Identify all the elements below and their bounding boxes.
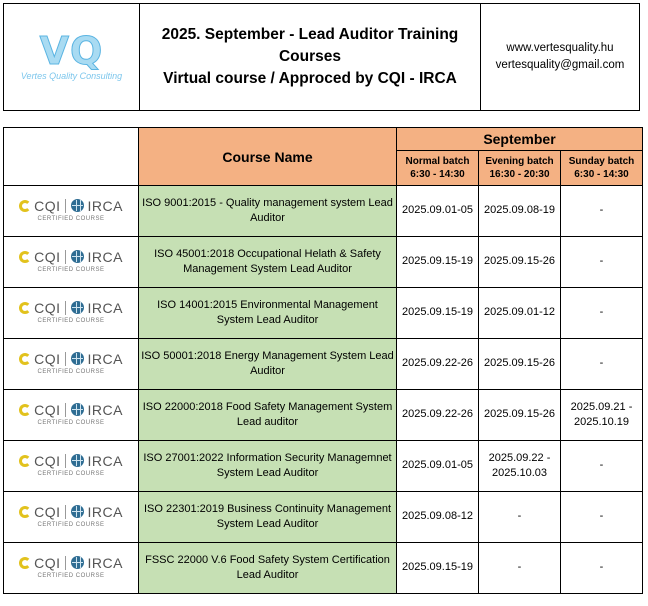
sunday-batch-date: - xyxy=(561,186,643,237)
logo-divider xyxy=(65,250,66,264)
normal-batch-date: 2025.09.08-12 xyxy=(397,492,479,543)
course-name-cell: ISO 22301:2019 Business Continuity Management System Lead Auditor xyxy=(139,492,397,543)
title-line-1: 2025. September - Lead Auditor Training xyxy=(161,26,459,43)
evening-batch-date: 2025.09.22 - 2025.10.03 xyxy=(479,441,561,492)
title-cell xyxy=(140,4,481,111)
cqi-mark-icon xyxy=(19,353,31,365)
table-row xyxy=(4,288,643,339)
certified-caption: CERTIFIED COURSE xyxy=(37,317,105,324)
cqi-text: CQI xyxy=(34,554,61,571)
cqi-mark-icon xyxy=(19,251,31,263)
course-name-header: Course Name xyxy=(139,128,397,186)
globe-icon xyxy=(71,301,84,314)
irca-text: IRCA xyxy=(87,299,123,316)
table-row xyxy=(4,390,643,441)
globe-icon xyxy=(71,556,84,569)
course-name-cell: ISO 9001:2015 - Quality management system Lead Auditor xyxy=(139,186,397,237)
logo-divider xyxy=(65,199,66,213)
evening-batch-date: 2025.09.01-12 xyxy=(479,288,561,339)
irca-text: IRCA xyxy=(87,401,123,418)
logo-divider xyxy=(65,403,66,417)
table-row xyxy=(4,492,643,543)
normal-batch-date: 2025.09.22-26 xyxy=(397,339,479,390)
logo-divider xyxy=(65,352,66,366)
title-line-2: Courses xyxy=(278,48,342,65)
irca-text: IRCA xyxy=(87,554,123,571)
sunday-batch-date: - xyxy=(561,237,643,288)
globe-icon xyxy=(71,403,84,416)
normal-batch-date: 2025.09.01-05 xyxy=(397,441,479,492)
cert-logo-cell xyxy=(4,339,139,390)
cqi-irca-logo xyxy=(19,300,123,324)
table-row xyxy=(4,237,643,288)
cqi-mark-icon xyxy=(19,200,31,212)
cqi-text: CQI xyxy=(34,503,61,520)
cqi-irca-logo xyxy=(19,555,123,579)
normal-batch-header xyxy=(397,151,479,186)
cert-logo-cell xyxy=(4,543,139,594)
cqi-text: CQI xyxy=(34,452,61,469)
cert-logo-cell xyxy=(4,441,139,492)
evening-batch-date: 2025.09.15-26 xyxy=(479,390,561,441)
table-row xyxy=(4,339,643,390)
evening-batch-date: - xyxy=(479,543,561,594)
logo-cell xyxy=(4,4,140,111)
batch-time: 6:30 - 14:30 xyxy=(574,169,629,180)
course-name-cell: ISO 50001:2018 Energy Management System Lead Auditor xyxy=(139,339,397,390)
certified-caption: CERTIFIED COURSE xyxy=(37,521,105,528)
globe-icon xyxy=(71,352,84,365)
batch-name: Normal batch xyxy=(405,156,470,167)
course-name-cell: FSSC 22000 V.6 Food Safety System Certification Lead Auditor xyxy=(139,543,397,594)
normal-batch-date: 2025.09.22-26 xyxy=(397,390,479,441)
certified-caption: CERTIFIED COURSE xyxy=(37,470,105,477)
cqi-irca-logo xyxy=(19,249,123,273)
evening-batch-date: - xyxy=(479,492,561,543)
globe-icon xyxy=(71,199,84,212)
blank-header-cell xyxy=(4,128,139,186)
cert-logo-cell xyxy=(4,288,139,339)
irca-text: IRCA xyxy=(87,350,123,367)
batch-name: Evening batch xyxy=(485,156,554,167)
batch-time: 6:30 - 14:30 xyxy=(410,169,465,180)
table-row xyxy=(4,441,643,492)
cert-logo-cell xyxy=(4,492,139,543)
cqi-mark-icon xyxy=(19,455,31,467)
batch-name: Sunday batch xyxy=(568,156,635,167)
logo-divider xyxy=(65,454,66,468)
course-name-cell: ISO 22000:2018 Food Safety Management System Lead auditor xyxy=(139,390,397,441)
certified-caption: CERTIFIED COURSE xyxy=(37,215,105,222)
contact-cell xyxy=(481,4,640,111)
cqi-mark-icon xyxy=(19,557,31,569)
cqi-irca-logo xyxy=(19,453,123,477)
sunday-batch-date: - xyxy=(561,543,643,594)
cert-logo-cell xyxy=(4,390,139,441)
course-schedule-table xyxy=(3,127,643,594)
logo-subtitle: Vertes Quality Consulting xyxy=(20,70,123,81)
website-link[interactable]: www.vertesquality.hu xyxy=(506,42,614,54)
globe-icon xyxy=(71,250,84,263)
course-name-cell: ISO 27001:2022 Information Security Managemnet System Lead Auditor xyxy=(139,441,397,492)
cqi-text: CQI xyxy=(34,350,61,367)
company-logo xyxy=(20,28,123,81)
logo-letters: VQ xyxy=(39,28,104,73)
sunday-batch-date: - xyxy=(561,288,643,339)
certified-caption: CERTIFIED COURSE xyxy=(37,368,105,375)
logo-divider xyxy=(65,556,66,570)
cqi-irca-logo xyxy=(19,504,123,528)
sunday-batch-date: 2025.09.21 - 2025.10.19 xyxy=(561,390,643,441)
cqi-text: CQI xyxy=(34,299,61,316)
cqi-mark-icon xyxy=(19,404,31,416)
sunday-batch-date: - xyxy=(561,441,643,492)
normal-batch-date: 2025.09.15-19 xyxy=(397,237,479,288)
cqi-text: CQI xyxy=(34,401,61,418)
normal-batch-date: 2025.09.15-19 xyxy=(397,543,479,594)
normal-batch-date: 2025.09.01-05 xyxy=(397,186,479,237)
sunday-batch-header xyxy=(561,151,643,186)
certified-caption: CERTIFIED COURSE xyxy=(37,266,105,273)
evening-batch-header xyxy=(479,151,561,186)
certified-caption: CERTIFIED COURSE xyxy=(37,419,105,426)
irca-text: IRCA xyxy=(87,197,123,214)
globe-icon xyxy=(71,454,84,467)
certified-caption: CERTIFIED COURSE xyxy=(37,572,105,579)
sunday-batch-date: - xyxy=(561,492,643,543)
course-name-cell: ISO 45001:2018 Occupational Helath & Safety Management System Lead Auditor xyxy=(139,237,397,288)
course-name-cell: ISO 14001:2015 Environmental Management System Lead Auditor xyxy=(139,288,397,339)
globe-icon xyxy=(71,505,84,518)
month-header: September xyxy=(397,128,643,151)
evening-batch-date: 2025.09.15-26 xyxy=(479,339,561,390)
logo-divider xyxy=(65,505,66,519)
cqi-irca-logo xyxy=(19,402,123,426)
title-line-3: Virtual course / Approced by CQI - IRCA xyxy=(163,70,457,87)
table-row xyxy=(4,543,643,594)
cqi-mark-icon xyxy=(19,302,31,314)
header-table xyxy=(3,3,640,111)
cqi-text: CQI xyxy=(34,197,61,214)
sunday-batch-date: - xyxy=(561,339,643,390)
logo-divider xyxy=(65,301,66,315)
cert-logo-cell xyxy=(4,186,139,237)
evening-batch-date: 2025.09.08-19 xyxy=(479,186,561,237)
cqi-text: CQI xyxy=(34,248,61,265)
irca-text: IRCA xyxy=(87,248,123,265)
cqi-irca-logo xyxy=(19,351,123,375)
irca-text: IRCA xyxy=(87,503,123,520)
cert-logo-cell xyxy=(4,237,139,288)
table-row xyxy=(4,186,643,237)
email-link[interactable]: vertesquality@gmail.com xyxy=(495,59,625,71)
normal-batch-date: 2025.09.15-19 xyxy=(397,288,479,339)
cqi-mark-icon xyxy=(19,506,31,518)
irca-text: IRCA xyxy=(87,452,123,469)
batch-time: 16:30 - 20:30 xyxy=(489,169,550,180)
cqi-irca-logo xyxy=(19,198,123,222)
evening-batch-date: 2025.09.15-26 xyxy=(479,237,561,288)
